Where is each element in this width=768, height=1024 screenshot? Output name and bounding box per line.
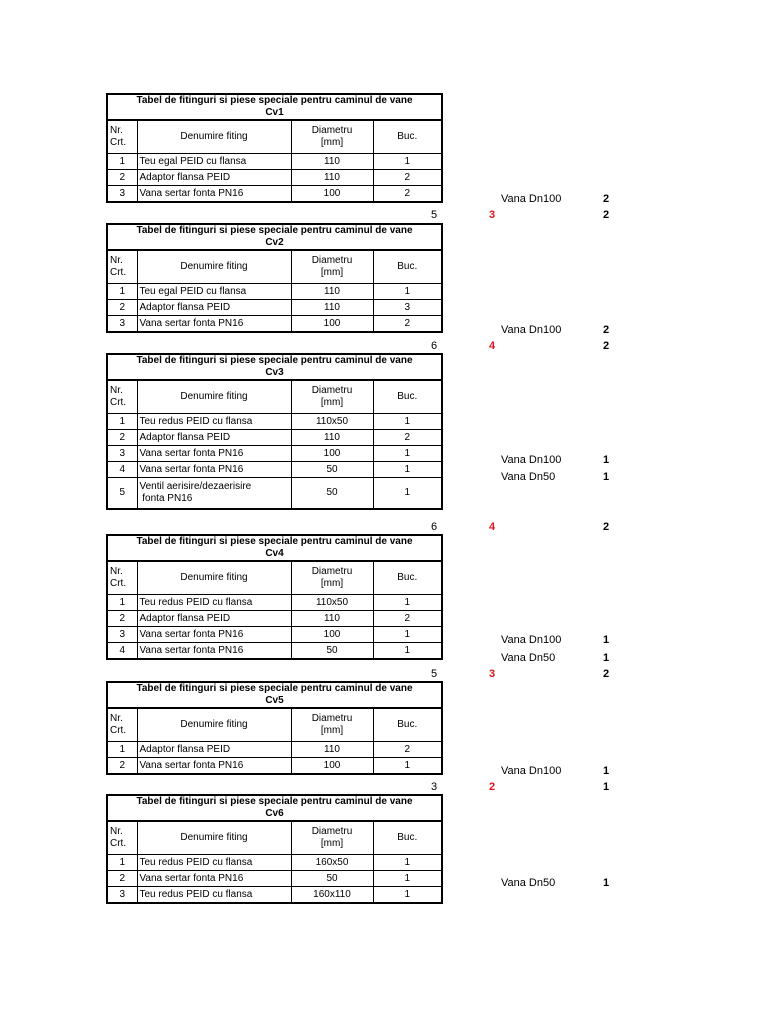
fitting-table-cv1 <box>106 93 441 203</box>
col-header-name: Denumire fiting <box>137 120 291 154</box>
total-count: 5 <box>431 209 438 221</box>
col-header-diam: Diametru [mm] <box>291 380 373 414</box>
col-header-nr: Nr. Crt. <box>107 561 137 595</box>
col-header-buc: Buc. <box>373 380 442 414</box>
table-row: 1 Adaptor flansa PEID 110 2 <box>107 742 442 758</box>
sum-count: 2 <box>603 209 610 221</box>
sum-count: 2 <box>603 340 610 352</box>
sum-count: 2 <box>603 668 610 680</box>
red-count: 3 <box>489 209 496 221</box>
table-row: 4 Vana sertar fonta PN16 50 1 <box>107 643 442 660</box>
table-row: 1 Teu redus PEID cu flansa 110x50 1 <box>107 414 442 430</box>
table-row: 3 Vana sertar fonta PN16 100 1 <box>107 446 442 462</box>
red-count: 3 <box>489 668 496 680</box>
total-count: 6 <box>431 521 438 533</box>
table-row: 1 Teu egal PEID cu flansa 110 1 <box>107 284 442 300</box>
table-row: 2 Adaptor flansa PEID 110 3 <box>107 300 442 316</box>
side-valve-label: Vana Dn100 <box>501 634 562 646</box>
fitting-table-cv3 <box>106 353 441 510</box>
table-row: 3 Vana sertar fonta PN16 100 1 <box>107 627 442 643</box>
col-header-buc: Buc. <box>373 561 442 595</box>
col-header-name: Denumire fiting <box>137 380 291 414</box>
table-row: 1 Teu redus PEID cu flansa 160x50 1 <box>107 855 442 871</box>
table-row: 1 Teu egal PEID cu flansa 110 1 <box>107 154 442 170</box>
col-header-diam: Diametru [mm] <box>291 250 373 284</box>
side-valve-label: Vana Dn100 <box>501 765 562 777</box>
side-valve-qty: 1 <box>603 877 610 889</box>
table-title: Tabel de fitinguri si piese speciale pentru caminul de vane Cv4 <box>107 535 442 561</box>
col-header-diam: Diametru [mm] <box>291 821 373 855</box>
red-count: 4 <box>489 521 496 533</box>
col-header-nr: Nr. Crt. <box>107 708 137 742</box>
col-header-buc: Buc. <box>373 120 442 154</box>
fitting-table-cv5 <box>106 681 441 775</box>
col-header-nr: Nr. Crt. <box>107 821 137 855</box>
multiline-name: Ventil aerisire/dezaerisire fonta PN16 <box>137 478 291 510</box>
col-header-diam: Diametru [mm] <box>291 561 373 595</box>
side-valve-label: Vana Dn100 <box>501 454 562 466</box>
table-row: 2 Vana sertar fonta PN16 50 1 <box>107 871 442 887</box>
side-valve-label: Vana Dn100 <box>501 324 562 336</box>
col-header-diam: Diametru [mm] <box>291 120 373 154</box>
side-valve-qty: 1 <box>603 765 610 777</box>
col-header-nr: Nr. Crt. <box>107 120 137 154</box>
sum-count: 1 <box>603 781 610 793</box>
col-header-name: Denumire fiting <box>137 250 291 284</box>
table-row: 2 Adaptor flansa PEID 110 2 <box>107 611 442 627</box>
table-row: 5 Ventil aerisire/dezaerisire fonta PN16 50 1 <box>107 478 442 510</box>
col-header-name: Denumire fiting <box>137 708 291 742</box>
side-valve-qty: 1 <box>603 471 610 483</box>
side-valve-qty: 1 <box>603 652 610 664</box>
side-valve-qty: 1 <box>603 454 610 466</box>
fitting-table-cv2 <box>106 223 441 333</box>
table-row: 2 Adaptor flansa PEID 110 2 <box>107 430 442 446</box>
table-row: 2 Adaptor flansa PEID 110 2 <box>107 170 442 186</box>
red-count: 4 <box>489 340 496 352</box>
table-row: 1 Teu redus PEID cu flansa 110x50 1 <box>107 595 442 611</box>
table-row: 4 Vana sertar fonta PN16 50 1 <box>107 462 442 478</box>
col-header-nr: Nr. Crt. <box>107 250 137 284</box>
red-count: 2 <box>489 781 496 793</box>
sum-count: 2 <box>603 521 610 533</box>
table-title: Tabel de fitinguri si piese speciale pentru caminul de vane Cv5 <box>107 682 442 708</box>
col-header-buc: Buc. <box>373 708 442 742</box>
fitting-table-cv4 <box>106 534 441 660</box>
table-title: Tabel de fitinguri si piese speciale pentru caminul de vane Cv3 <box>107 354 442 380</box>
col-header-buc: Buc. <box>373 250 442 284</box>
side-valve-label: Vana Dn50 <box>501 877 556 889</box>
table-title: Tabel de fitinguri si piese speciale pentru caminul de vane Cv1 <box>107 94 442 120</box>
col-header-buc: Buc. <box>373 821 442 855</box>
side-valve-qty: 1 <box>603 634 610 646</box>
col-header-nr: Nr. Crt. <box>107 380 137 414</box>
table-row: 2 Vana sertar fonta PN16 100 1 <box>107 758 442 775</box>
side-valve-qty: 2 <box>603 324 610 336</box>
total-count: 3 <box>431 781 438 793</box>
table-row: 3 Vana sertar fonta PN16 100 2 <box>107 316 442 333</box>
total-count: 6 <box>431 340 438 352</box>
fitting-table-cv6 <box>106 794 441 904</box>
side-valve-qty: 2 <box>603 193 610 205</box>
side-valve-label: Vana Dn50 <box>501 652 556 664</box>
total-count: 5 <box>431 668 438 680</box>
table-row: 3 Vana sertar fonta PN16 100 2 <box>107 186 442 203</box>
col-header-diam: Diametru [mm] <box>291 708 373 742</box>
side-valve-label: Vana Dn50 <box>501 471 556 483</box>
table-title: Tabel de fitinguri si piese speciale pentru caminul de vane Cv2 <box>107 224 442 250</box>
col-header-name: Denumire fiting <box>137 561 291 595</box>
table-title: Tabel de fitinguri si piese speciale pentru caminul de vane Cv6 <box>107 795 442 821</box>
side-valve-label: Vana Dn100 <box>501 193 562 205</box>
table-row: 3 Teu redus PEID cu flansa 160x110 1 <box>107 887 442 904</box>
col-header-name: Denumire fiting <box>137 821 291 855</box>
